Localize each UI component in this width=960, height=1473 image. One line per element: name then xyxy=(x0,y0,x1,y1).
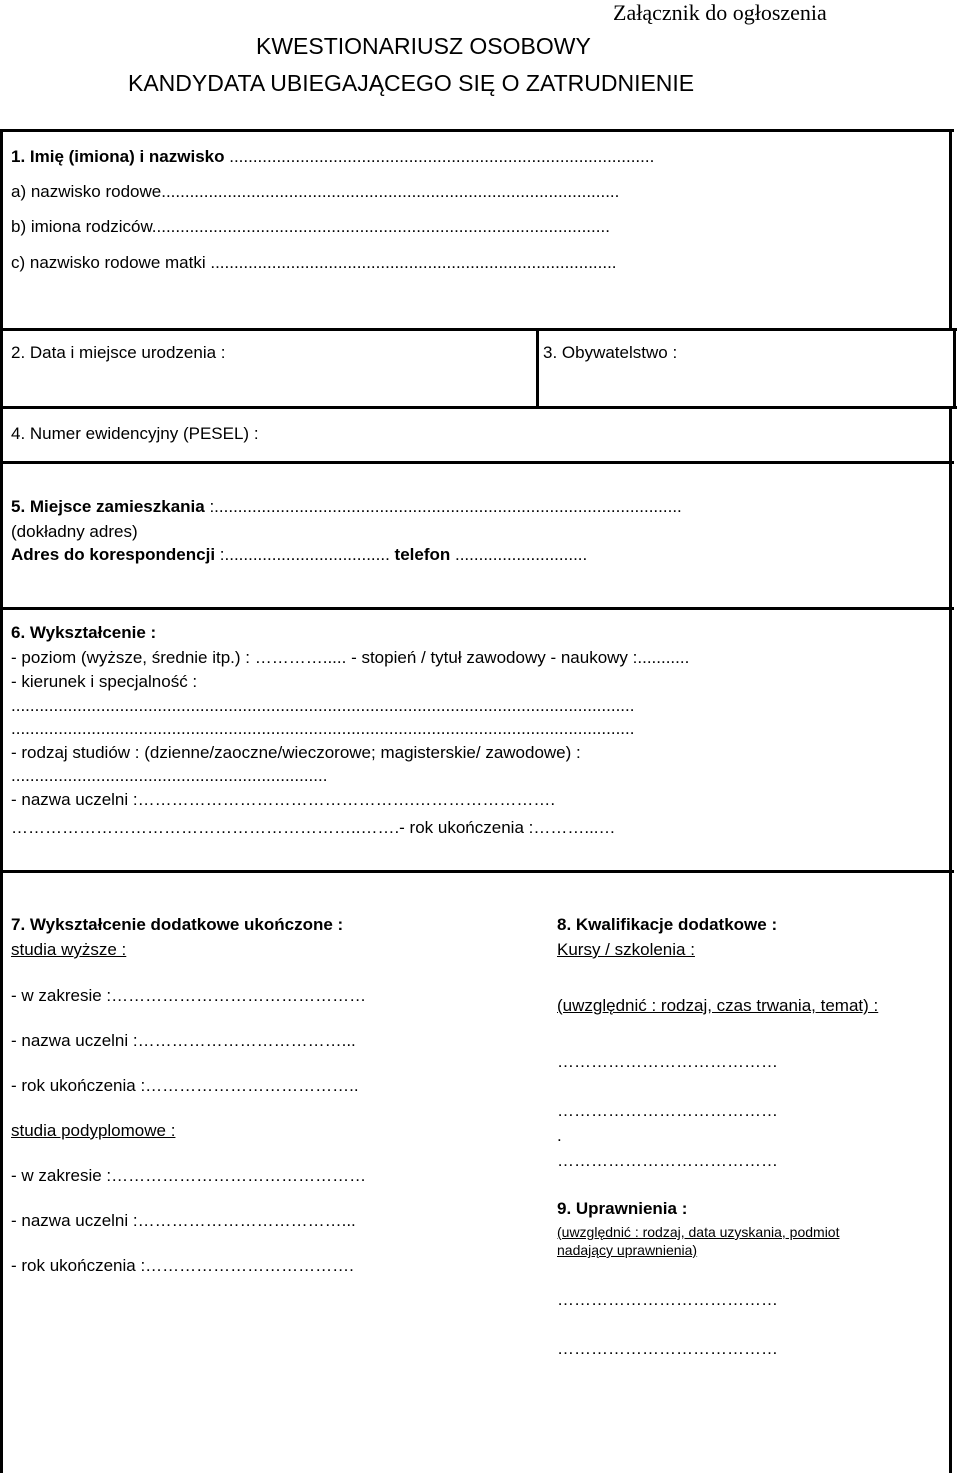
parents-names-field: b) imiona rodziców................................................................................................. xyxy=(11,217,610,236)
courses-dots-1: ………………………………… xyxy=(557,1052,778,1071)
study-type-label: - rodzaj studiów : (dzienne/zaoczne/wieczorowe; magisterskie/ zawodowe) : xyxy=(11,743,581,762)
attachment-note: Załącznik do ogłoszenia xyxy=(613,0,827,25)
name-dots: .......................................................................................... xyxy=(224,147,655,166)
graduation-year-field: ……………………………………………………..…….- rok ukończenia :………...… xyxy=(11,818,616,837)
family-name-field: a) nazwisko rodowe................................................................................................. xyxy=(11,182,620,201)
permissions-dots-2: ………………………………… xyxy=(557,1339,778,1358)
form-subtitle: KANDYDATA UBIEGAJĄCEGO SIĘ O ZATRUDNIENIE xyxy=(128,70,695,96)
residence-field xyxy=(11,497,682,517)
permissions-note-2: nadający uprawnienia) xyxy=(557,1242,698,1258)
postgraduate-label: studia podyplomowe : xyxy=(11,1121,176,1140)
field-of-study-dots-1: .................................................................................................................................... xyxy=(11,696,635,715)
phone-dots: ............................ xyxy=(450,545,588,564)
birth-date-place-label: 2. Data i miejsce urodzenia : xyxy=(11,343,226,362)
phone-label: telefon xyxy=(389,545,451,564)
name-field xyxy=(11,147,654,167)
correspondence-label: Adres do korespondencji xyxy=(11,545,216,564)
name-label: 1. Imię (imiona) i nazwisko xyxy=(11,147,225,166)
courses-dot: . xyxy=(557,1126,562,1145)
exact-address-note: (dokładny adres) xyxy=(11,522,138,541)
higher-year-field: - rok ukończenia :……………………………….. xyxy=(11,1076,359,1095)
pesel-label: 4. Numer ewidencyjny (PESEL) : xyxy=(11,424,259,443)
higher-university-field: - nazwa uczelni :………………………………... xyxy=(11,1031,356,1050)
residence-dots: :................................................................................................... xyxy=(204,497,682,516)
postgraduate-university-field: - nazwa uczelni :………………………………... xyxy=(11,1211,356,1230)
field-of-study-label: - kierunek i specjalność : xyxy=(11,672,198,691)
form-title: KWESTIONARIUSZ OSOBOWY xyxy=(256,33,591,59)
higher-scope-field: - w zakresie :……………………………………… xyxy=(11,986,367,1005)
postgraduate-year-field: - rok ukończenia :………………………………. xyxy=(11,1256,354,1275)
postgraduate-scope-field: - w zakresie :……………………………………… xyxy=(11,1166,367,1185)
permissions-note-1: (uwzględnić : rodzaj, data uzyskania, podmiot xyxy=(557,1224,840,1240)
education-title: 6. Wykształcenie : xyxy=(11,623,157,642)
higher-studies-label: studia wyższe : xyxy=(11,940,127,959)
study-type-dots: ................................................................... xyxy=(11,766,328,785)
education-level-field: - poziom (wyższe, średnie itp.) : …………..... - stopień / tytuł zawodowy - naukowy :........... xyxy=(11,648,690,667)
courses-note: (uwzględnić : rodzaj, czas trwania, temat) : xyxy=(557,996,879,1015)
field-of-study-dots-2: .................................................................................................................................... xyxy=(11,719,635,738)
correspondence-dots: :................................... xyxy=(215,545,390,564)
correspondence-field xyxy=(11,545,587,565)
permissions-dots-1: ………………………………… xyxy=(557,1290,778,1309)
courses-dots-2: ………………………………… xyxy=(557,1101,778,1120)
residence-label: 5. Miejsce zamieszkania xyxy=(11,497,205,516)
courses-dots-3: ………………………………… xyxy=(557,1151,778,1170)
university-name-field: - nazwa uczelni :………………………………………….……………………. xyxy=(11,790,556,809)
qualifications-title: 8. Kwalifikacje dodatkowe : xyxy=(557,915,778,934)
courses-label: Kursy / szkolenia : xyxy=(557,940,695,959)
additional-education-title: 7. Wykształcenie dodatkowe ukończone : xyxy=(11,915,344,934)
citizenship-label: 3. Obywatelstwo : xyxy=(543,343,678,362)
mother-family-name-field: c) nazwisko rodowe matki ...................................................................................... xyxy=(11,253,617,272)
permissions-title: 9. Uprawnienia : xyxy=(557,1199,688,1218)
